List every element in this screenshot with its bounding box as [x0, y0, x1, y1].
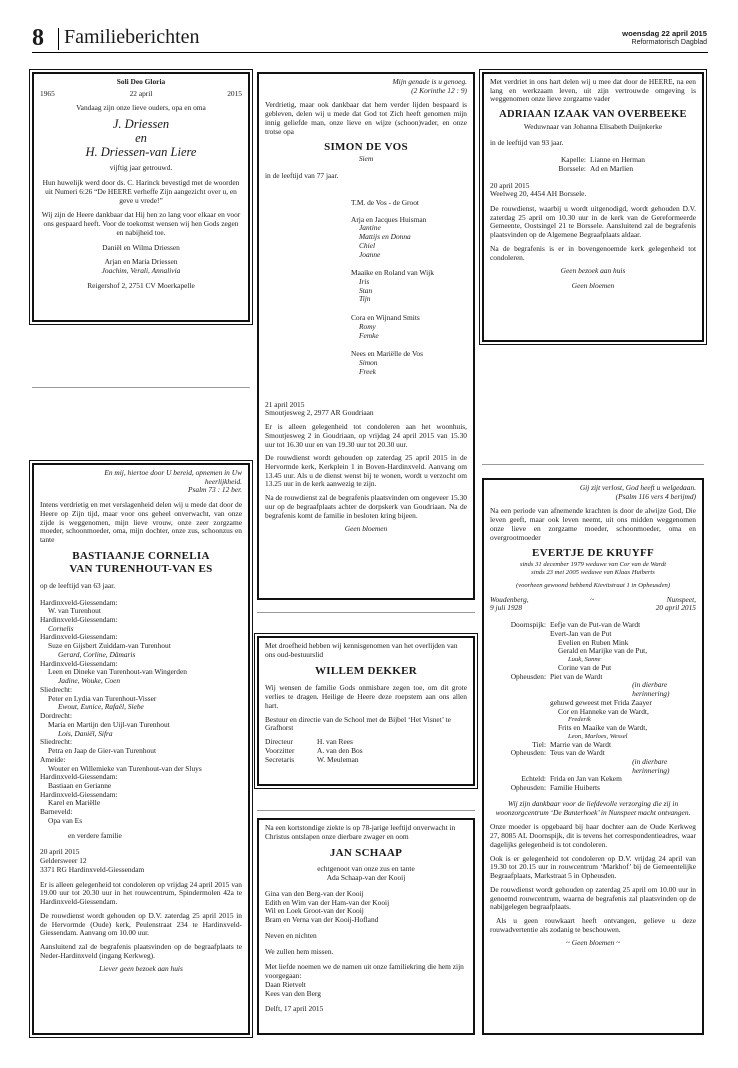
paragraph-service: De rouwdienst wordt gehouden op D.V. zaterdag 25 april 2015 in de Hervormde (Oude) kerk, Peulenstraat 234 te Hardinxveld-Giessendam. Aanvang om 10.00 uur.: [40, 910, 242, 938]
section-title: Familieberichten: [64, 26, 200, 48]
role: Voorzitter: [265, 745, 295, 755]
announcement-turenhout: [32, 463, 250, 1035]
announcement-dekker: [257, 636, 475, 786]
who: Lianne en Herman: [590, 155, 645, 165]
deceased-name-2: VAN TURENHOUT-VAN ES: [69, 562, 213, 575]
grandchild: Joanne: [359, 249, 381, 259]
intro: Na een kortstondige ziekte is op 78-jarige leeftijd onverwacht in Christus ontslapen onze dierbare zwager en oom: [265, 823, 456, 841]
family-2-kids: Joachim, Verali, Annalivia: [101, 266, 181, 276]
role-row: [265, 756, 467, 765]
role-row: [265, 747, 467, 756]
family-line: Opa van Es: [48, 815, 83, 825]
family-line: Cornelis: [48, 623, 74, 633]
family-member: Marrie van de Wardt: [550, 739, 612, 749]
address-1: Geldersweer 12: [40, 856, 87, 866]
family-line: Sliedrecht:: [40, 684, 73, 694]
family-member: (in dierbare herinnering): [632, 756, 670, 775]
family-line: Jadine, Wouke, Coen: [58, 676, 121, 686]
family-member: (in dierbare herinnering): [632, 680, 670, 699]
closing-note: ~ Geen bloemen ~: [565, 938, 621, 948]
family-line: Hardinxveld-Giessendam:: [40, 615, 118, 625]
family-line: Leen en Dineke van Turenhout-van Wingerden: [48, 667, 187, 677]
family-line: Arja en Jacques Huisman: [351, 214, 427, 224]
family-member: Frida en Jan van Kekem: [550, 774, 622, 784]
address: Reigershof 2, 2751 CV Moerkapelle: [87, 280, 195, 290]
deceased-name: WILLEM DEKKER: [315, 665, 417, 678]
family-line: Cora en Wijnand Smits: [351, 313, 420, 323]
born-date: 9 juli 1928: [490, 603, 523, 613]
verse: Gij zijt verlost, God heeft u welgedaan.: [579, 483, 696, 492]
place: [490, 630, 550, 639]
header-rule: [32, 52, 708, 53]
family-row: [490, 758, 696, 775]
family-line: Karel en Mariëlle: [48, 798, 101, 808]
nephews: Neven en nichten: [265, 930, 317, 940]
page-number: 8: [32, 25, 44, 51]
text-1: Hun huwelijk werd door ds. C. Harinck bevestigd met de woorden uit Numeri 6:26 “De HEERE verheffe Zijn aangezicht over u, en geve u vrede!”: [42, 178, 240, 205]
year-start: 1965: [40, 88, 55, 98]
paragraph-laid-out: Onze moeder is opgebaard bij haar dochter aan de Oude Kerkweg 27, 8085 AL Doornspijk, dit is tevens het correspondentieadres, waar dagelijks gelegenheid is tot condoleren.: [490, 822, 696, 849]
text-2: Wij zijn de Heere dankbaar dat Hij hen zo lang voor elkaar en voor ons gespaard heeft. Voor de toekomst wensen wij hen Gods zegen en nabijheid toe.: [41, 210, 241, 237]
family-line: Petra en Jaap de Gier-van Turenhout: [48, 746, 157, 756]
intro: Verdrietig, maar ook dankbaar dat hem verder lijden bespaard is gebleven, delen wij u mede dat God tot Zich heeft genomen mijn innig geliefde man, onze lieve en wijze (schoon)vader, en onze trotse opa: [265, 100, 467, 136]
place: [490, 639, 550, 648]
header-divider: [58, 28, 59, 50]
place: Echteld:: [521, 774, 546, 784]
family-member: gehuwd geweest met Frida Zaayer: [550, 697, 652, 707]
family-line: Hardinxveld-Giessendam:: [40, 658, 118, 668]
place: Kapelle:: [560, 155, 586, 165]
paragraph-condolence: Na de begrafenis is er in bovengenoemde kerk gelegenheid tot condoleren.: [490, 243, 696, 262]
name-1: J. Driessen: [112, 117, 170, 132]
family-line: Wil en Loek Groot-van der Kooij: [265, 906, 364, 916]
closing-note: Geen bloemen: [344, 524, 388, 534]
place: [490, 758, 542, 775]
family-2: Arjan en Maria Driessen: [104, 257, 178, 267]
family-member: Evert-Jan van de Put: [550, 628, 612, 638]
family-member: Teus van de Wardt: [550, 748, 605, 758]
family-row: [490, 708, 696, 717]
family-line: Edith en Wim van der Ham-van der Kooij: [265, 897, 390, 907]
place: Opheusden:: [510, 671, 546, 681]
announcement-kruyff: [482, 478, 704, 1035]
verse-ref: (2 Korinthe 12 : 9): [411, 85, 467, 95]
family-line: W. van Turenhout: [48, 606, 101, 616]
paragraph-burial: Aansluitend zal de begrafenis plaatsvinden op de begraafplaats te Neder-Hardinxveld (ingang Kerkweg).: [40, 941, 242, 960]
grandchild: Chiel: [359, 240, 376, 250]
place: Opheusden:: [510, 748, 546, 758]
grandchild: Freek: [359, 366, 376, 376]
family-member: Familie Huiberts: [550, 783, 600, 793]
family-row: [490, 724, 696, 733]
place: Doornspijk:: [510, 620, 546, 630]
place: [490, 647, 550, 656]
dash: ~: [590, 594, 595, 604]
family-list: [490, 621, 696, 793]
family-1: Daniël en Wilma Driessen: [102, 242, 180, 252]
verse: En mij, hiertoe door U bereid, opnemen in Uw heerlijkheid.: [104, 468, 242, 486]
date: Delft, 17 april 2015: [265, 1004, 324, 1014]
family-line: Hardinxveld-Giessendam:: [40, 772, 118, 782]
deceased-name: EVERTJE DE KRUYFF: [531, 547, 655, 560]
years-married: vijftig jaar getrouwd.: [109, 163, 173, 173]
date-line: [40, 90, 242, 99]
family-member: Luuk, Sanne: [568, 656, 601, 664]
family-line: Gina van den Berg-van der Kooij: [265, 888, 364, 898]
family-line: Maaike en Roland van Wijk: [351, 268, 434, 278]
announcement-driessen: [32, 72, 250, 322]
place: [490, 656, 550, 664]
subtitle: Weduwnaar van Johanna Elisabeth Duijnkerke: [523, 121, 663, 131]
life-dates: [490, 596, 696, 613]
family-row: [490, 165, 696, 174]
thanks: Wij zijn dankbaar voor de liefdevolle verzorging die zij in woonzorgcentrum ‘De Bunterhoek’ in Nunspeet macht ontvangen.: [495, 798, 691, 817]
age: in de leeftijd van 93 jaar.: [490, 138, 564, 148]
family-member: Frits en Maaike van de Wardt,: [558, 723, 648, 733]
grandchild: Tijn: [359, 294, 371, 304]
family-line: Daan Rietvelt: [265, 979, 306, 989]
family-member: Leon, Marloes, Wessel: [568, 732, 628, 740]
remembrance: Met liefde noemen we de namen uit onze familiekring die hem zijn voorgegaan:: [265, 962, 464, 981]
family-line: Nees en Mariëlle de Vos: [351, 349, 423, 359]
family-member: Corine van de Put: [558, 662, 612, 672]
family-row: [490, 647, 696, 656]
date: 20 april 2015: [40, 847, 80, 857]
paragraph-burial: Na de rouwdienst zal de begrafenis plaatsvinden om ongeveer 15.30 uur op de begraafplaats achter de dorpskerk van Goudriaan. Na de begrafenis komt de familie in besloten kring bijeen.: [265, 493, 467, 520]
place: Borssele:: [558, 163, 586, 173]
place: Opheusden:: [510, 783, 546, 793]
family-member: Eefje van de Put-van de Wardt: [550, 620, 641, 630]
who: Ad en Marlien: [590, 163, 634, 173]
grandchild: Romy: [359, 321, 376, 331]
column-separator: [257, 612, 475, 613]
family-line: Hardinxveld-Giessendam:: [40, 632, 118, 642]
grandchild: Simon: [359, 358, 378, 368]
died-place: Nunspeet,: [666, 594, 696, 604]
column-separator: [257, 810, 475, 811]
paragraph-wish: Wij wensen de familie Gods onmisbare zegen toe, om dit grote verlies te dragen. Heilige de Heere deze roepstem aan ons allen hart.: [265, 683, 467, 710]
column-separator: [32, 387, 250, 388]
subtitle-1: sinds 31 december 1979 weduwe van Cor van de Wardt: [519, 561, 667, 569]
paragraph-service: De rouwdienst wordt gehouden op zaterdag 25 april om 10.00 uur in genoemd rouwcentrum, waarna de begrafenis zal plaatsvinden op de nabijgelegen begraafplaats.: [490, 884, 696, 912]
verse-ref: (Psalm 116 vers 4 berijmd): [615, 491, 696, 501]
announcement-overbeeke: [482, 72, 704, 342]
family-line: Dordrecht:: [40, 711, 73, 721]
intro: Na een periode van afnemende krachten is door de alwijze God, Die leven geeft, maar ook leven neemt, uit ons midden weggenomen onze lieve en zorgzame moeder, schoonmoeder, oma en overgrootmoeder: [490, 506, 696, 542]
age: op de leeftijd van 63 jaar.: [40, 580, 116, 590]
family-member: Gerald en Marijke van de Put,: [558, 646, 648, 656]
subtitle-3: (voorheen gewoond hebbend Kievitstraat 1 in Opheusden): [515, 581, 671, 589]
column-separator: [482, 464, 704, 465]
family-line: Wouter en Willemieke van Turenhout-van der Sluys: [48, 763, 202, 773]
closing-note: Liever geen bezoek aan huis: [99, 964, 183, 974]
widow: T.M. de Vos - de Groot: [351, 197, 419, 207]
announcement-schaap: [257, 818, 475, 1035]
family-line: Barneveld:: [40, 807, 73, 817]
paragraph-condolence: Er is alleen gelegenheid tot condoleren op vrijdag 24 april 2015 van 19.00 uur tot 20.30 uur in het rouwcentrum, Spindermolen 42a te Hardinxveld-Giessendam.: [40, 879, 242, 907]
paragraph-service: De rouwdienst, waarbij u wordt uitgenodigd, wordt gehouden D.V. zaterdag 25 april om 10.30 uur in de kerk van de Gereformeerde Gemeente, Oostsingel 21 te Borssele. Aansluitend zal de begrafenis plaatsvinden op de Algemene Begraafplaats aldaar.: [490, 203, 696, 240]
motto: Soli Deo Gloria: [116, 77, 166, 86]
family-line: Sliedrecht:: [40, 737, 73, 747]
intro: Met droefheid hebben wij kennisgenomen van het overlijden van ons oud-bestuurslid: [265, 641, 458, 659]
place: [490, 699, 550, 708]
year-end: 2015: [227, 88, 242, 98]
name-2: H. Driessen-van Liere: [85, 144, 197, 159]
subtitle-1: echtgenoot van onze zus en tante: [317, 864, 415, 874]
family-line: Kees van den Berg: [265, 988, 321, 998]
grandchild: Iris: [359, 276, 370, 286]
place: [490, 708, 550, 717]
born-place: Woudenberg,: [490, 594, 529, 604]
family-line: Maria en Martijn den Uijl-van Turenhout: [48, 719, 170, 729]
deceased-name: JAN SCHAAP: [329, 847, 403, 860]
grandchild: Mattijs en Donna: [359, 232, 411, 242]
family-line: Peter en Lydia van Turenhout-Visser: [48, 693, 157, 703]
address: Weelweg 20, 4454 AH Borssele.: [490, 189, 587, 199]
paper-name: Reformatorisch Dagblad: [631, 39, 707, 46]
died-date: 20 april 2015: [655, 603, 696, 613]
family-member: Evelien en Ruben Mink: [558, 637, 629, 647]
family-list: [265, 199, 467, 377]
age: in de leeftijd van 77 jaar.: [265, 171, 339, 181]
place: [490, 681, 542, 698]
role: Directeur: [265, 737, 293, 747]
address: Smoutjesweg 2, 2977 AR Goudriaan: [265, 408, 374, 418]
family-member: Piet van de Wardt: [550, 671, 603, 681]
intro: Met verdriet in ons hart delen wij u mee dat door de HEERE, na een lang en werkzaam leven, uit zijn vertrouwde omgeving is weggenomen onze lieve zorgzame vader: [490, 77, 696, 104]
family-member: Frederik: [568, 716, 591, 724]
family-list: [40, 599, 242, 826]
deceased-name-1: BASTIAANJE CORNELIA: [72, 549, 210, 562]
announcement-devos: [257, 72, 475, 600]
closing-note: Geen bloemen: [571, 281, 615, 291]
grandchild: Femke: [359, 330, 379, 340]
person: A. van den Bos: [317, 745, 363, 755]
board: Bestuur en directie van de School met de Bijbel ‘Het Visnet’ te Grafhorst: [265, 714, 451, 733]
issue-date: woensdag 22 april 2015: [622, 29, 707, 38]
family-line: Bastiaan en Gerianne: [48, 780, 112, 790]
paragraph-card: Als u geen rouwkaart heeft ontvangen, gelieve u deze rouwadvertentie als zodanig te beschouwen.: [490, 916, 696, 934]
grandchild: Jantine: [359, 223, 381, 233]
intro: Vandaag zijn onze lieve ouders, opa en oma: [76, 103, 206, 113]
person: H. van Rees: [317, 737, 353, 747]
person: W. Meuleman: [317, 754, 359, 764]
date: 20 april 2015: [490, 180, 530, 190]
family-line: Hardinxveld-Giessendam:: [40, 597, 118, 607]
family-line: Gerard, Corline, Dämaris: [58, 649, 136, 659]
closing-note: Geen bezoek aan huis: [560, 266, 626, 276]
family-line: Ewout, Eunice, Rafaël, Siebe: [58, 702, 144, 712]
date: 21 april 2015: [265, 399, 305, 409]
place: [490, 716, 550, 724]
nickname: Siem: [358, 154, 374, 164]
family-line: Suze en Gijsbert Zuiddam-van Turenhout: [48, 641, 171, 651]
family-row: [490, 784, 696, 793]
family-line: Bram en Verna van der Kooij-Hofland: [265, 915, 379, 925]
name-en: en: [135, 130, 147, 145]
subtitle-2: sinds 23 mei 2005 weduwe van Klaas Huiberts: [531, 569, 655, 577]
deceased-name: ADRIAAN IZAAK VAN OVERBEEKE: [499, 109, 687, 121]
address-2: 3371 RG Hardinxveld-Giessendam: [40, 864, 145, 874]
more-family: en verdere familie: [68, 830, 122, 840]
paragraph-condolence: Er is alleen gelegenheid tot condoleren aan het woonhuis, Smoutjesweg 2 in Goudriaan, op vrijdag 24 april 2015 van 15.30 uur tot 16.30 uur en van 19.30 uur tot 20.30 uur.: [265, 422, 467, 449]
place: Tiel:: [532, 739, 546, 749]
family-line: Ameide:: [40, 754, 66, 764]
family-line: Lois, Daniël, Sifra: [58, 728, 113, 738]
role-row: [265, 738, 467, 747]
paragraph-service: De rouwdienst wordt gehouden op zaterdag 25 april 2015 in de Hervormde kerk, Kerkplein 1 in Boven-Hardinxveld. Aanvang om 13.45 uur. Als u de dienst wenst bij te wonen, wordt u verzocht om 13.25 uur in de kerk aanwezig te zijn.: [265, 453, 467, 489]
intro: Intens verdrietig en met verslagenheid delen wij u mede dat door de Heere op Zijn tijd, maar voor ons geheel onverwacht, van onze zijde is weggenomen, mijn lieve vrouw, onze zeer zorgzame moeder, schoonmoeder, oma, mijn dochter, onze zus, schoonzus en tante: [40, 500, 242, 545]
place: [490, 724, 550, 733]
family-member: Cor en Hanneke van de Wardt,: [558, 706, 649, 716]
family-row: [490, 681, 696, 698]
miss-note: We zullen hem missen.: [265, 946, 334, 956]
verse: Mijn genade is u genoeg.: [392, 77, 467, 86]
verse-ref: Psalm 73 : 12 ber.: [188, 485, 242, 495]
subtitle-2: Ada Schaap-van der Kooij: [326, 873, 406, 883]
grandchild: Stan: [359, 285, 373, 295]
day: 22 april: [129, 88, 153, 98]
family-line: Hardinxveld-Giessendam:: [40, 789, 118, 799]
deceased-name: SIMON DE VOS: [324, 141, 408, 154]
role: Secretaris: [265, 754, 295, 764]
paragraph-condolence: Ook is er gelegenheid tot condoleren op D.V. vrijdag 24 april van 19.30 tot 20.15 uur in rouwcentrum ‘Markhof’ bij de Gemeentelijke Begraafplaats, Markstraat 5 in Opheusden.: [490, 853, 696, 881]
